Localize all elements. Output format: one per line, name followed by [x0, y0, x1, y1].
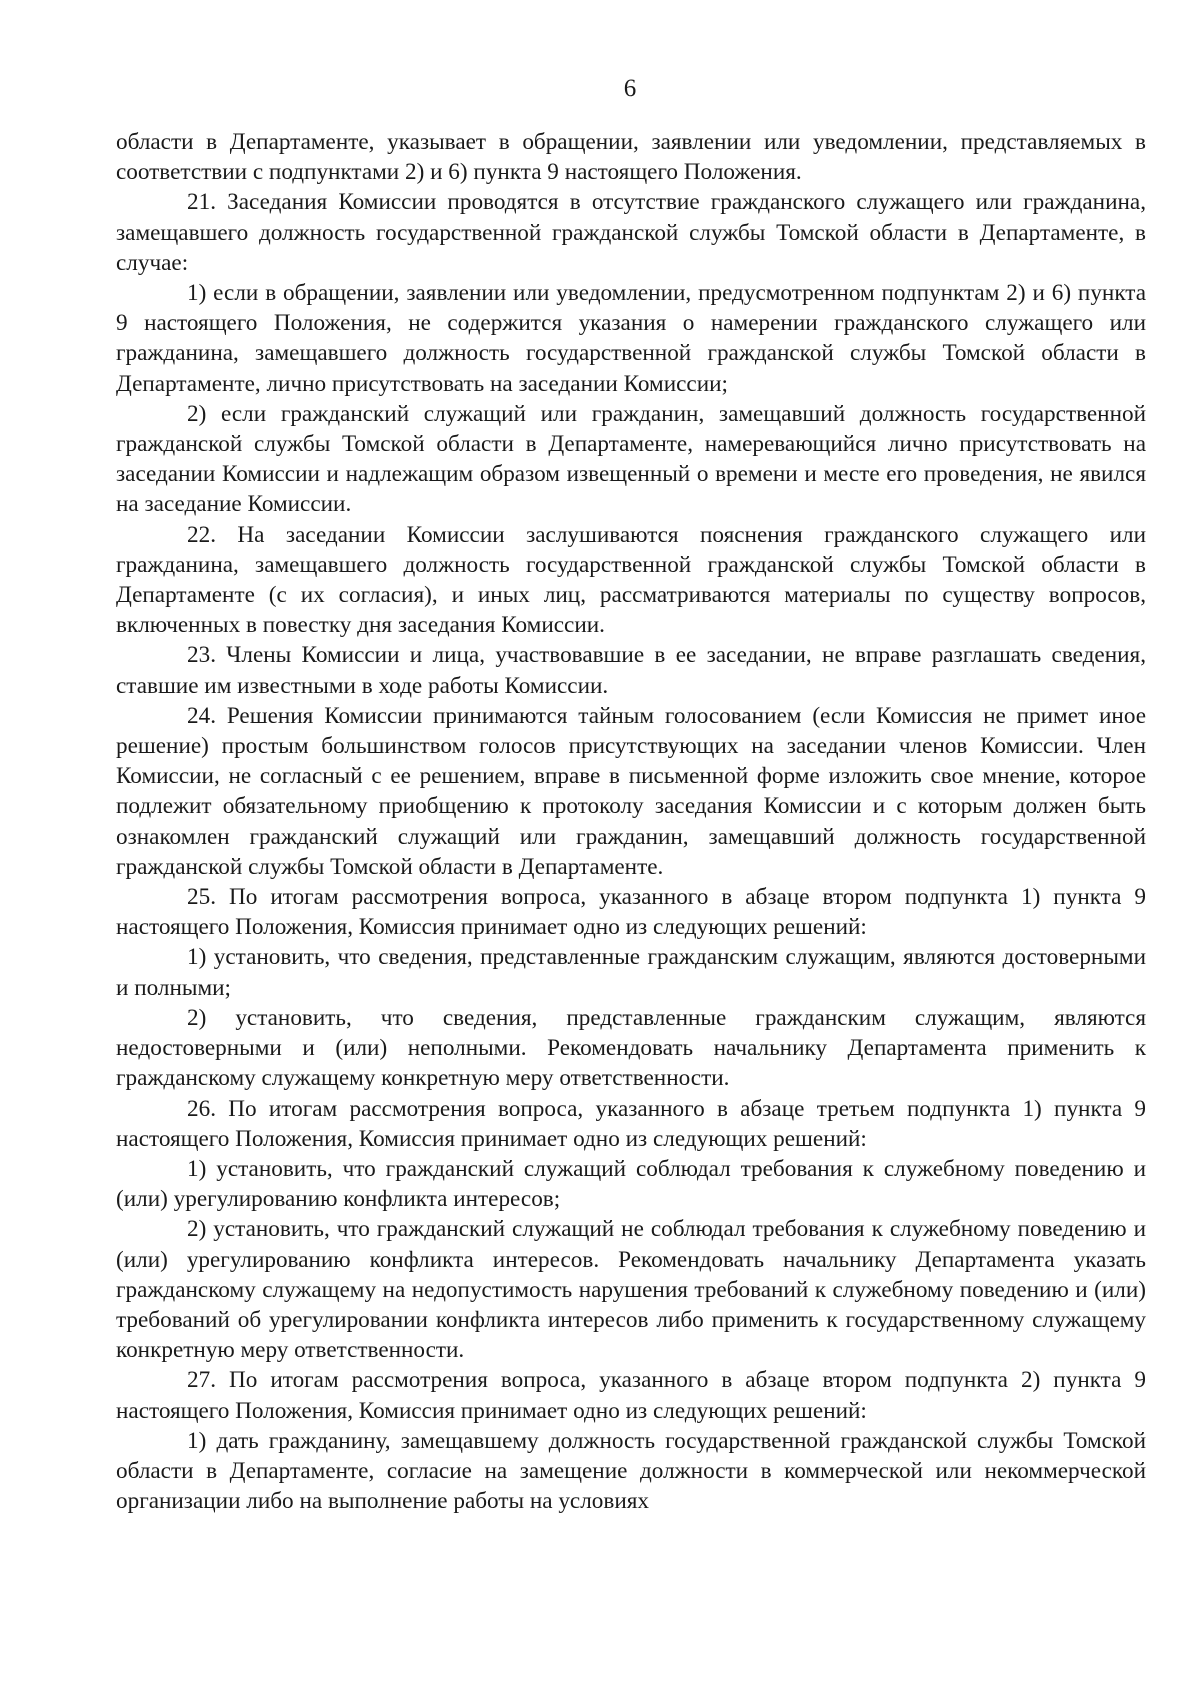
paragraph-22: 22. На заседании Комиссии заслушиваются пояснения гражданского служащего или гражданина, замещавшего должность государственной гражданской службы Томской области в Департаменте (с их согласия), и иных лиц, рассматриваются материалы по существу вопросов, включенных в повестку дня заседания Комиссии. [116, 521, 1146, 639]
paragraph-23: 23. Члены Комиссии и лица, участвовавшие в ее заседании, не вправе разглашать сведения, ставшие им известными в ходе работы Комиссии. [116, 642, 1146, 699]
paragraph-27: 27. По итогам рассмотрения вопроса, указанного в абзаце втором подпункта 2) пункта 9 настоящего Положения, Комиссия принимает одно из следующих решений: [116, 1367, 1146, 1424]
paragraph-26: 26. По итогам рассмотрения вопроса, указанного в абзаце третьем подпункта 1) пункта 9 настоящего Положения, Комиссия принимает одно из следующих решений: [116, 1095, 1146, 1152]
paragraph-25: 25. По итогам рассмотрения вопроса, указанного в абзаце втором подпункта 1) пункта 9 настоящего Положения, Комиссия принимает одно из следующих решений: [116, 884, 1146, 941]
document-body [116, 127, 1146, 1516]
paragraph-25-item-1: 1) установить, что сведения, представленные гражданским служащим, являются достоверными и полными; [116, 944, 1146, 1001]
paragraph-continuation: области в Департаменте, указывает в обращении, заявлении или уведомлении, представляемых в соответствии с подпунктами 2) и 6) пункта 9 настоящего Положения. [116, 129, 1146, 186]
paragraph-21-item-1: 1) если в обращении, заявлении или уведомлении, предусмотренном подпунктам 2) и 6) пункта 9 настоящего Положения, не содержится указания о намерении гражданского служащего или гражданина, замещавшего должность государственной гражданской службы Томской области в Департаменте, лично присутствовать на заседании Комиссии; [116, 280, 1146, 397]
paragraph-25-item-2: 2) установить, что сведения, представленные гражданским служащим, являются недостоверными и (или) неполными. Рекомендовать начальнику Департамента применить к гражданскому служащему конкретную меру ответственности. [116, 1004, 1146, 1092]
paragraph-21-item-2: 2) если гражданский служащий или гражданин, замещавший должность государственной гражданской службы Томской области в Департаменте, намеревающийся лично присутствовать на заседании Комиссии и надлежащим образом извещенный о времени и месте его проведения, не явился на заседание Комиссии. [116, 400, 1146, 518]
paragraph-26-item-1: 1) установить, что гражданский служащий соблюдал требования к служебному поведению и (или) урегулированию конфликта интересов; [116, 1155, 1146, 1213]
paragraph-27-item-1: 1) дать гражданину, замещавшему должность государственной гражданской службы Томской области в Департаменте, согласие на замещение должности в коммерческой или некоммерческой организации либо на выполнение работы на условиях [116, 1427, 1146, 1515]
paragraph-21: 21. Заседания Комиссии проводятся в отсутствие гражданского служащего или гражданина, замещавшего должность государственной гражданской службы Томской области в Департаменте, в случае: [116, 189, 1146, 276]
page-number: 6 [623, 75, 637, 102]
paragraph-24: 24. Решения Комиссии принимаются тайным голосованием (если Комиссия не примет иное решение) простым большинством голосов присутствующих на заседании членов Комиссии. Член Комиссии, не согласный с ее решением, вправе в письменной форме изложить свое мнение, которое подлежит обязательному приобщению к протоколу заседания Комиссии и с которым должен быть ознакомлен гражданский служащий или гражданин, замещавший должность государственной гражданской службы Томской области в Департаменте. [116, 702, 1146, 880]
paragraph-26-item-2: 2) установить, что гражданский служащий не соблюдал требования к служебному поведению и (или) урегулированию конфликта интересов. Рекомендовать начальнику Департамента указать гражданскому служащему на недопустимость нарушения требований к служебному поведению и (или) требований об урегулировании конфликта интересов либо применить к государственному служащему конкретную меру ответственности. [116, 1216, 1146, 1364]
